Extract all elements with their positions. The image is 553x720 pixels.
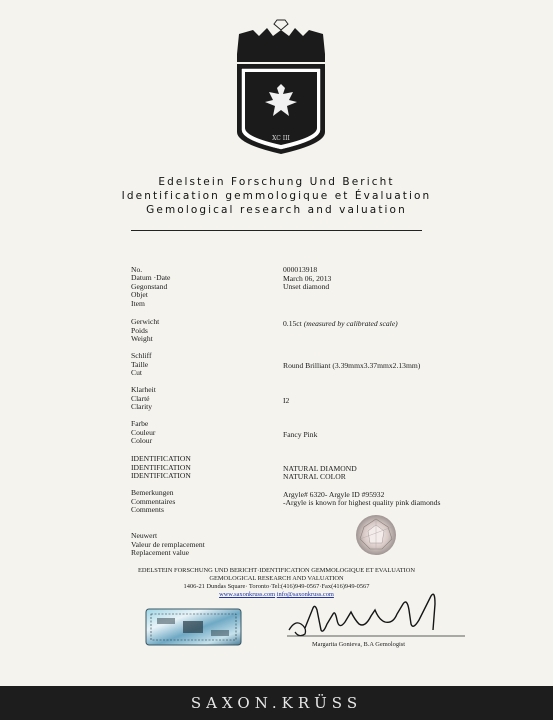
label-colour: Colour <box>131 436 153 445</box>
label-commentaires: Commentaires <box>131 497 176 506</box>
hologram-sticker <box>145 608 242 646</box>
label-farbe: Farbe <box>131 419 149 428</box>
label-valeur: Valeur de remplacement <box>131 540 205 549</box>
label-objet: Objet <box>131 290 148 299</box>
label-item: Item <box>131 299 145 308</box>
diamond-photo <box>352 513 400 557</box>
weight-note: (measured by calibrated scale) <box>303 319 398 328</box>
value-comment-2: -Argyle is known for highest quality pink diamonds <box>283 498 441 507</box>
label-replacement-value: Replacement value <box>131 548 189 557</box>
value-colour: Fancy Pink <box>283 430 318 439</box>
signature <box>285 590 470 642</box>
label-gerwicht: Gerwicht <box>131 317 160 326</box>
label-klarheit: Klarheit <box>131 385 156 394</box>
value-clarity: I2 <box>283 396 290 405</box>
value-identification-diamond: NATURAL DIAMOND <box>283 464 357 473</box>
footer-line-2: GEMOLOGICAL RESEARCH AND VALUATION <box>209 575 344 582</box>
label-taille: Taille <box>131 360 149 369</box>
value-weight <box>283 320 398 329</box>
header-line-2: Identification gemmologique et Évaluation <box>121 190 432 202</box>
label-date: Datum ·Date <box>131 273 171 282</box>
label-bemerkungen: Bemerkungen <box>131 488 174 497</box>
crest-logo <box>233 14 329 160</box>
crest-motto: XC III <box>272 135 290 142</box>
label-poids: Poids <box>131 326 148 335</box>
email-link[interactable]: info@saxonkruss.com <box>276 591 334 598</box>
label-no: No. <box>131 265 143 274</box>
label-identification-2: IDENTIFICATION <box>131 463 191 472</box>
footer-line-1: EDELSTEIN FORSCHUNG UND BERICHT·IDENTIFICATION GEMMOLOGIQUE ET EVALUATION <box>137 567 416 574</box>
value-cut: Round Brilliant (3.39mmx3.37mmx2.13mm) <box>283 361 421 370</box>
header-line-3: Gemological research and valuation <box>146 204 407 216</box>
label-neuwert: Neuwert <box>131 531 158 540</box>
value-identification-color: NATURAL COLOR <box>283 472 346 481</box>
label-identification-3: IDENTIFICATION <box>131 471 191 480</box>
weight-amount: 0.15ct <box>283 319 302 328</box>
label-cut: Cut <box>131 368 142 377</box>
label-couleur: Couleur <box>131 428 156 437</box>
header-divider <box>131 230 422 231</box>
label-comments: Comments <box>131 505 164 514</box>
value-number: 000013918 <box>283 265 318 274</box>
label-clarity: Clarity <box>131 402 153 411</box>
label-schliff: Schliff <box>131 351 152 360</box>
value-date: March 06, 2013 <box>283 274 332 283</box>
signature-caption: Margarita Gonieva, B.A Gemologist <box>312 641 406 648</box>
header-line-1: Edelstein Forschung Und Bericht <box>158 176 395 188</box>
label-identification-1: IDENTIFICATION <box>131 454 191 463</box>
value-item: Unset diamond <box>283 282 330 291</box>
brand-footer: SAXON.KRÜSS <box>0 686 553 720</box>
label-weight: Weight <box>131 334 153 343</box>
website-link[interactable]: www.saxonkruss.com <box>219 591 276 598</box>
footer-line-3: 1406-21 Dundas Square· Toronto·Tel:(416)949-0567·Fax(416)949-0567 <box>183 583 370 590</box>
label-clarte: Clarté <box>131 394 150 403</box>
label-gegonstand: Gegonstand <box>131 282 168 291</box>
value-comment-1: Argyle# 6320- Argyle ID #95932 <box>283 490 385 499</box>
